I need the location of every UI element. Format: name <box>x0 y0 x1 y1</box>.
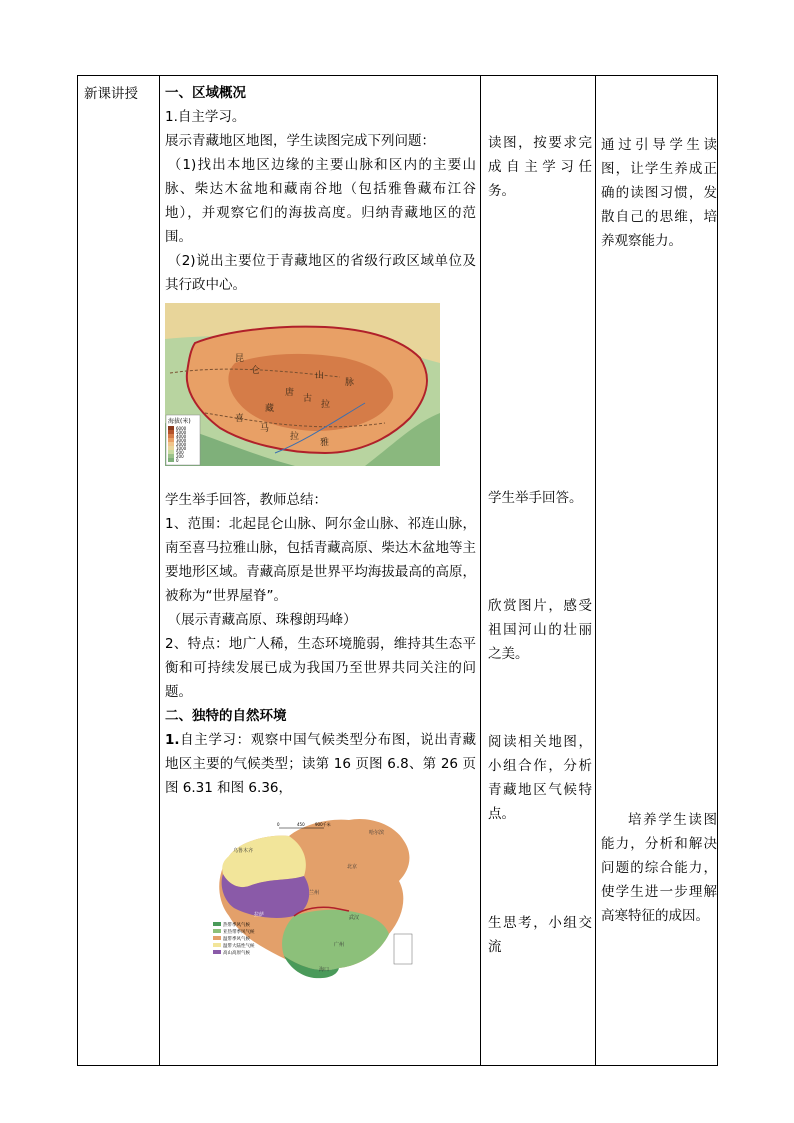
map2-city-label: 北京 <box>347 864 358 870</box>
show-images-text: （展示青藏高原、珠穆朗玛峰） <box>167 612 357 628</box>
map2-legend-label: 高山高原气候 <box>223 951 250 956</box>
map1-legend-value: 2000 <box>176 442 187 447</box>
map1-legend-value: 3000 <box>176 438 187 443</box>
map1-label: 马 <box>260 424 270 434</box>
student-answer-4: 阅读相关地图，小组合作，分析青藏地区气候特点。 <box>488 734 592 822</box>
map1-label: 拉 <box>290 432 300 442</box>
self-study-2 <box>165 728 476 800</box>
map2-legend-swatch <box>213 936 221 940</box>
map2-scale-label: 450 <box>297 822 305 827</box>
question-1: （1)找出本地区边缘的主要山脉和区内的主要山脉、柴达木盆地和藏南谷地（包括雅鲁藏布江谷地），并观察它们的海拔高度。归纳青藏地区的范围。 <box>165 157 476 245</box>
qinghai-tibet-map <box>165 303 440 466</box>
map1-legend-swatch <box>168 426 174 430</box>
show-map-intro: 展示青藏地区地图，学生读图完成下列问题： <box>165 133 435 149</box>
teacher-activity-cell <box>159 76 480 981</box>
map2-scale-label: 900千米 <box>315 822 331 827</box>
map2-city-label: 广州 <box>334 942 345 948</box>
self-study-2-label: 1. <box>165 732 180 748</box>
map2-legend-label: 亚热带季风气候 <box>223 930 255 935</box>
stage-label: 新课讲授 <box>84 86 138 102</box>
self-study-2-text: 自主学习：观察中国气候类型分布图，说出青藏地区主要的气候类型；读第 16 页图 6.8、第 26 页图 6.31 和图 6.36， <box>165 732 476 796</box>
map1-legend-swatch <box>168 434 174 438</box>
teacher-summary: 学生举手回答，教师总结： <box>165 492 327 508</box>
map2-legend-swatch <box>213 922 221 926</box>
student-answer-1: 读图，按要求完成自主学习任务。 <box>488 135 592 199</box>
section2-heading: 二、独特的自然环境 <box>165 708 287 724</box>
map2-legend-label: 温带大陆性气候 <box>223 944 255 949</box>
map1-legend-value: 1000 <box>176 446 187 451</box>
map2-city-label: 拉萨 <box>254 912 265 918</box>
map2-scale-label: 0 <box>277 822 280 827</box>
map2-scale <box>277 821 331 828</box>
map2-city-label: 武汉 <box>349 915 360 921</box>
china-climate-map <box>209 816 416 981</box>
stage-label-cell <box>78 76 159 106</box>
map1-legend-swatch <box>168 430 174 434</box>
map1-legend-value: 0 <box>176 458 179 463</box>
map1-legend-swatch <box>168 450 174 454</box>
design-intent-cell <box>595 76 719 1065</box>
student-answer-5: 生思考，小组交流 <box>488 915 592 955</box>
map2-legend-swatch <box>213 929 221 933</box>
map1-label: 昆 <box>235 354 245 364</box>
map1-legend-swatch <box>168 458 174 462</box>
map2-city-label: 兰州 <box>309 890 320 896</box>
map1-legend-swatch <box>168 442 174 446</box>
range-text: 1、范围：北起昆仑山脉、阿尔金山脉、祁连山脉，南至喜马拉雅山脉，包括青藏高原、柴达木盆地等主要地形区域。青藏高原是世界平均海拔最高的高原，被称为“世界屋脊”。 <box>165 516 476 604</box>
map2-city-label: 海口 <box>319 967 330 973</box>
map1-legend-value: 4000 <box>176 434 187 439</box>
map1-legend-swatch <box>168 446 174 450</box>
features-text: 2、特点：地广人稀，生态环境脆弱，维持其生态平衡和可持续发展已成为我国乃至世界共同关注的问题。 <box>165 636 476 700</box>
map2-legend-label: 热带季风气候 <box>223 923 250 928</box>
student-activity-cell <box>480 76 595 1065</box>
map2-inset-box <box>394 934 412 964</box>
map1-legend-swatch <box>168 454 174 458</box>
design-intent-1: 通过引导学生读图，让学生养成正确的读图习惯，发散自己的思维，培养观察能力。 <box>601 137 717 249</box>
map1-label: 藏 <box>265 404 275 414</box>
section1-heading: 一、区域概况 <box>165 85 246 101</box>
map1-legend-value: 6000 <box>176 426 187 431</box>
map2-legend-swatch <box>213 943 221 947</box>
map1-label: 脉 <box>345 378 355 388</box>
map1-label: 喜 <box>235 414 245 424</box>
map2-city-label: 哈尔滨 <box>369 830 385 836</box>
map2-legend <box>213 921 255 956</box>
map1-legend <box>166 415 200 465</box>
map1-label: 山 <box>315 371 325 381</box>
map1-label: 拉 <box>321 400 331 410</box>
map2-legend-label: 温带季风气候 <box>223 937 250 942</box>
map1-legend-swatch <box>168 438 174 442</box>
map1-label: 古 <box>303 394 313 404</box>
map1-legend-value: 5000 <box>176 430 187 435</box>
student-answer-2: 学生举手回答。 <box>488 490 583 506</box>
self-study-1: 1.自主学习。 <box>165 109 246 125</box>
map1-label: 雅 <box>320 438 330 448</box>
student-answer-3: 欣赏图片，感受祖国河山的壮丽之美。 <box>488 598 592 662</box>
design-intent-2: 培养学生读图能力，分析和解决问题的综合能力，使学生进一步理解高寒特征的成因。 <box>601 812 717 924</box>
map2-subtropical <box>282 910 389 970</box>
map1-label: 仑 <box>251 366 261 376</box>
map2-legend-swatch <box>213 950 221 954</box>
map1-legend-value: 200 <box>176 454 184 459</box>
lesson-plan-table <box>77 75 718 1066</box>
map1-legend-title: 海拔(米) <box>168 418 191 425</box>
map1-label: 唐 <box>285 388 295 398</box>
question-2: （2)说出主要位于青藏地区的省级行政区域单位及其行政中心。 <box>165 253 476 293</box>
map2-city-label: 乌鲁木齐 <box>233 848 254 854</box>
map1-legend-value: 500 <box>176 450 184 455</box>
